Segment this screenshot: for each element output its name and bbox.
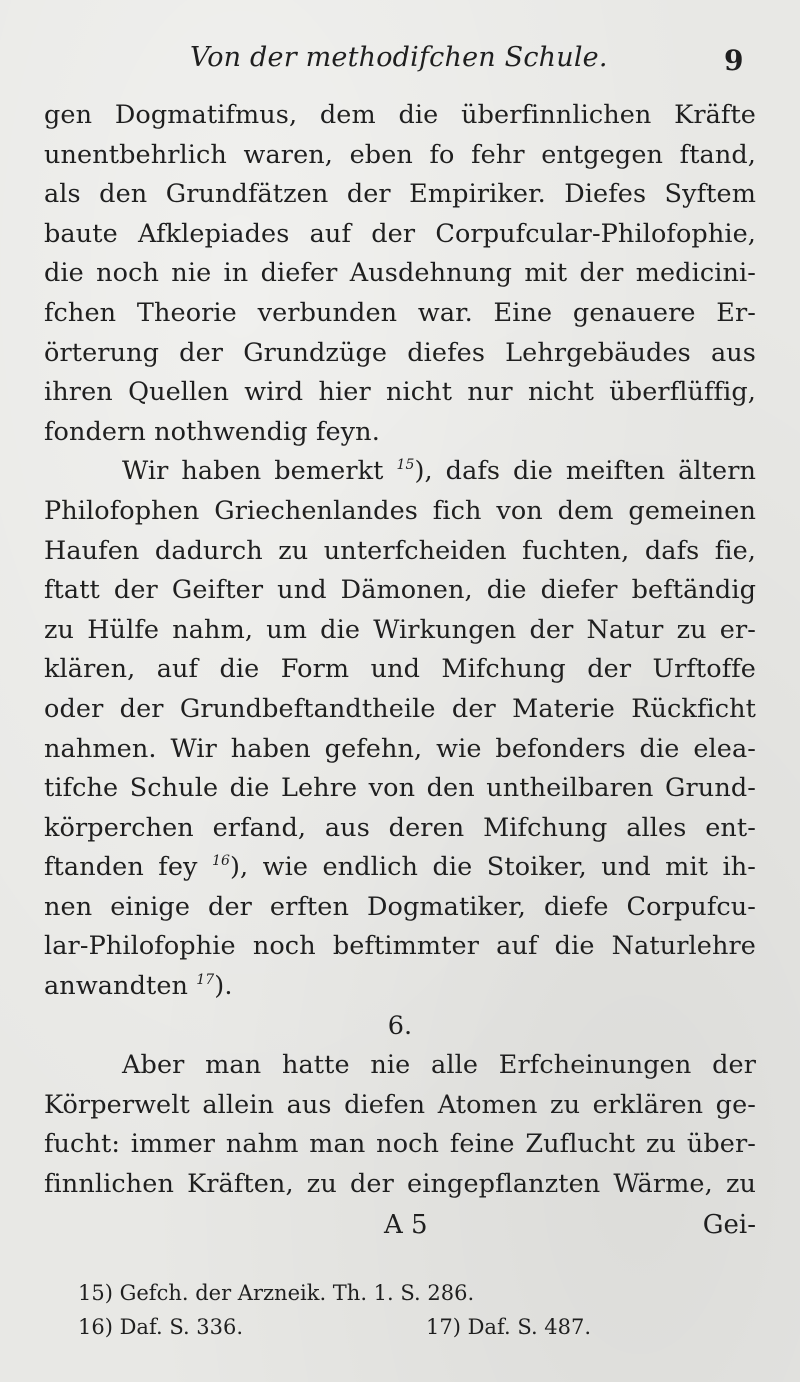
footnote-ref: 16 bbox=[211, 853, 230, 870]
catchword: Gei- bbox=[702, 1210, 756, 1240]
text-line: tifche Schule die Lehre von den untheilbaren Grund- bbox=[44, 773, 756, 804]
footnote-ref: 15 bbox=[396, 457, 415, 474]
text-line: nen einige der erften Dogmatiker, diefe Corpufcu- bbox=[44, 891, 756, 922]
footnote-16: 16) Daf. S. 336. bbox=[78, 1315, 244, 1339]
text-line: Körperwelt allein aus diefen Atomen zu erklären ge- bbox=[44, 1089, 756, 1120]
line-text: Wir haben bemerkt bbox=[122, 456, 397, 487]
text-line: gen Dogmatifmus, dem die überfinnlichen Kräfte bbox=[44, 100, 756, 130]
body-text bbox=[44, 96, 756, 1205]
text-line: Aber man hatte nie alle Erfcheinungen der bbox=[122, 1050, 756, 1081]
text-line: als den Grundfätzen der Empiriker. Diefes Syftem bbox=[44, 179, 756, 210]
text-line: ihren Quellen wird hier nicht nur nicht überflüffig, bbox=[44, 377, 756, 408]
text-line: oder der Grundbeftandtheile der Materie Rückficht bbox=[44, 693, 756, 724]
text-line: fucht: immer nahm man noch feine Zuflucht zu über- bbox=[44, 1129, 756, 1160]
text-line: finnlichen Kräften, zu der eingepflanzten Wärme, zu bbox=[44, 1169, 756, 1200]
text-line: Haufen dadurch zu unterfcheiden fuchten, dafs fie, bbox=[44, 535, 756, 566]
text-line: fchen Theorie verbunden war. Eine genauere Er- bbox=[44, 297, 756, 328]
text-line: baute Afklepiades auf der Corpufcular-Philofophie, bbox=[44, 218, 756, 249]
text-line: lar-Philofophie noch beftimmter auf die Naturlehre bbox=[44, 931, 756, 962]
line-text: ftanden fey bbox=[44, 852, 212, 883]
footnote-row bbox=[78, 1310, 698, 1344]
footnote-15: 15) Gefch. der Arzneik. Th. 1. S. 286. bbox=[78, 1281, 475, 1305]
text-line-with-footnote-ref bbox=[44, 452, 756, 492]
line-text: ), wie endlich die Stoiker, und mit ih- bbox=[229, 852, 756, 883]
text-line: nahmen. Wir haben gefehn, wie befonders die elea- bbox=[44, 733, 756, 764]
text-line: die noch nie in diefer Ausdehnung mit der medicini- bbox=[44, 258, 756, 289]
signature-line bbox=[44, 1210, 756, 1250]
footnote-17: 17) Daf. S. 487. bbox=[426, 1315, 592, 1339]
text-line: fondern nothwendig feyn. bbox=[44, 416, 380, 447]
running-title: Von der methodifchen Schule. bbox=[190, 42, 608, 73]
text-line: körperchen erfand, aus deren Mifchung alles ent- bbox=[44, 812, 756, 843]
text-line: örterung der Grundzüge diefes Lehrgebäudes aus bbox=[44, 337, 756, 368]
text-line: ftatt der Geifter und Dämonen, die diefer beftändig bbox=[44, 575, 756, 606]
page-header bbox=[0, 40, 800, 80]
signature-mark: A 5 bbox=[384, 1210, 428, 1240]
text-line: Philofophen Griechenlandes fich von dem gemeinen bbox=[44, 495, 756, 526]
text-line: unentbehrlich waren, eben fo fehr entgegen ftand, bbox=[44, 139, 756, 170]
footnote-ref: 17 bbox=[196, 972, 215, 989]
text-line-with-footnote-ref bbox=[44, 848, 756, 888]
footnotes bbox=[78, 1276, 698, 1344]
line-text: anwandten bbox=[44, 971, 197, 1002]
footnote-row bbox=[78, 1276, 698, 1310]
page-number: 9 bbox=[724, 44, 744, 77]
text-line-with-footnote-ref bbox=[44, 967, 756, 1007]
text-line: zu Hülfe nahm, um die Wirkungen der Natur zu er- bbox=[44, 614, 756, 645]
text-line: klären, auf die Form und Mifchung der Urftoffe bbox=[44, 654, 756, 685]
section-number: 6. bbox=[387, 1010, 413, 1041]
line-text: ), dafs die meiften ältern bbox=[414, 456, 757, 487]
line-text: ). bbox=[214, 971, 233, 1002]
